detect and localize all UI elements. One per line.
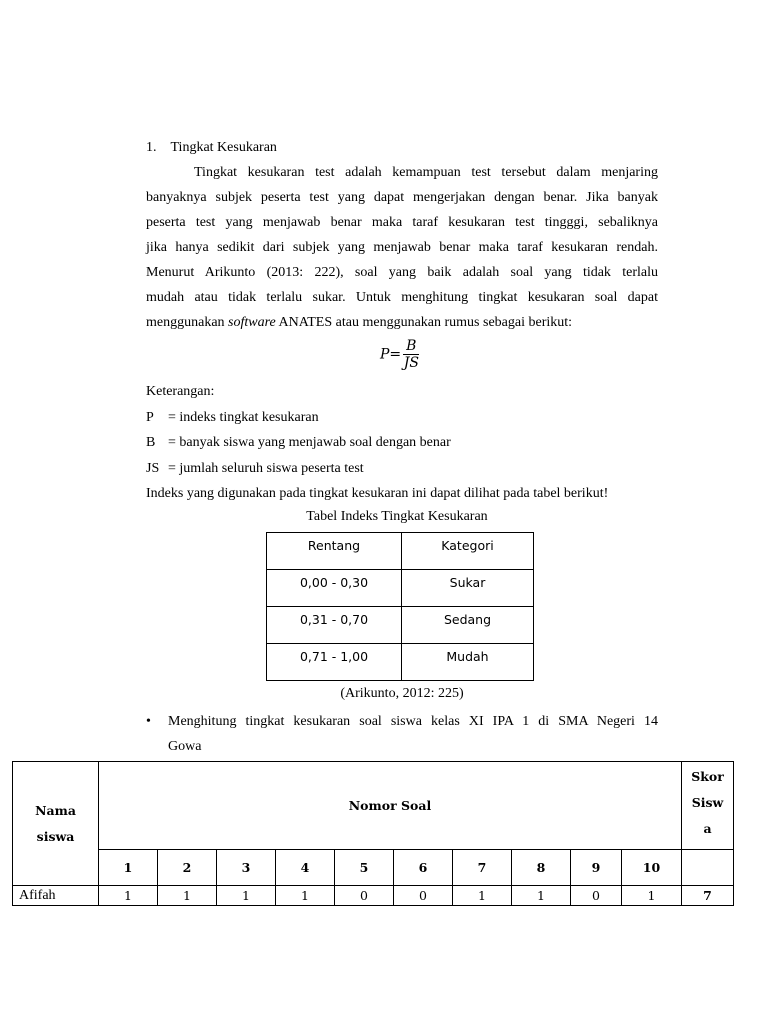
formula-numerator: B <box>403 338 419 355</box>
score-cell: 0 <box>335 886 394 906</box>
difficulty-formula <box>380 338 419 371</box>
paragraph-line: peserta test yang menjawab benar maka taraf kesukaran test tingggi, sebaliknya <box>146 215 658 230</box>
score-cell: 1 <box>453 886 512 906</box>
table-row <box>267 570 534 607</box>
formula-denominator: JS <box>403 355 419 371</box>
bullet-text-line1: Menghitung tingkat kesukaran soal siswa kelas XI IPA 1 di SMA Negeri 14 <box>168 714 658 729</box>
body-paragraph <box>146 160 658 335</box>
legend-desc: = indeks tingkat kesukaran <box>168 409 319 425</box>
legend-item <box>146 405 608 431</box>
student-name-cell: Afifah <box>13 886 99 906</box>
score-cell: 1 <box>158 886 217 906</box>
question-number-cell: 2 <box>158 850 217 886</box>
score-cell: 1 <box>512 886 571 906</box>
score-cell: 0 <box>571 886 622 906</box>
table-header-row <box>267 533 534 570</box>
score-cell: 1 <box>276 886 335 906</box>
name-header-line2: siswa <box>36 828 75 844</box>
last-line-after: ANATES atau menggunakan rumus sebagai berikut: <box>275 315 573 330</box>
question-number-cell: 10 <box>622 850 682 886</box>
paragraph-line: jika hanya sedikit dari subjek yang menjawab benar maka taraf kesukaran rendah. <box>146 240 658 255</box>
table-cell: Sukar <box>402 570 534 607</box>
skor-header-line1: Skor <box>691 769 724 784</box>
table-row <box>13 886 734 906</box>
score-cell: 1 <box>622 886 682 906</box>
section-heading <box>146 135 277 160</box>
table-cell: 0,31 - 0,70 <box>267 607 402 644</box>
table-cell: 0,71 - 1,00 <box>267 644 402 681</box>
question-number-cell: 7 <box>453 850 512 886</box>
heading-title: Tingkat Kesukaran <box>170 140 277 155</box>
legend-desc: = jumlah seluruh siswa peserta test <box>168 460 364 476</box>
legend-item <box>146 456 608 482</box>
legend-desc: = banyak siswa yang menjawab soal dengan benar <box>168 435 451 450</box>
soal-header-cell: Nomor Soal <box>99 762 682 850</box>
legend-symbol: P <box>146 409 154 425</box>
paragraph-line: mudah atau tidak terlalu sukar. Untuk menghitung tingkat kesukaran soal dapat <box>146 290 658 305</box>
table1-caption: Tabel Indeks Tingkat Kesukaran <box>306 509 488 524</box>
question-number-cell: 4 <box>276 850 335 886</box>
question-number-cell: 5 <box>335 850 394 886</box>
table-row <box>267 644 534 681</box>
question-number-cell: 3 <box>217 850 276 886</box>
name-header-line1: Nama <box>35 802 76 818</box>
paragraph-line: Tingkat kesukaran test adalah kemampuan test tersebut dalam menjaring <box>194 165 658 180</box>
question-number-cell: 6 <box>394 850 453 886</box>
score-cell: 1 <box>99 886 158 906</box>
legend-symbol: B <box>146 435 156 450</box>
legend-title: Keterangan: <box>146 384 215 399</box>
skor-header-cell <box>682 762 734 850</box>
last-line-italic: software <box>228 315 276 330</box>
table1-source: (Arikunto, 2012: 225) <box>340 686 464 701</box>
name-header-cell <box>13 762 99 886</box>
paragraph-line: Menurut Arikunto (2013: 222), soal yang baik adalah soal yang tidak terlalu <box>146 265 658 280</box>
score-cell: 1 <box>217 886 276 906</box>
table-cell: Sedang <box>402 607 534 644</box>
legend-closing: Indeks yang digunakan pada tingkat kesukaran ini dapat dilihat pada tabel berikut! <box>146 486 609 501</box>
skor-header-line3: a <box>703 821 712 836</box>
question-number-cell: 1 <box>99 850 158 886</box>
empty-skor-cell <box>682 850 734 886</box>
score-cell: 0 <box>394 886 453 906</box>
formula-equals: = <box>389 346 402 363</box>
bullet-dot-icon: • <box>146 714 151 729</box>
legend-item <box>146 430 608 456</box>
table-cell: Mudah <box>402 644 534 681</box>
legend-symbol: JS <box>146 460 160 476</box>
student-score-table <box>12 761 734 906</box>
table2-number-row <box>13 850 734 886</box>
legend-block <box>146 379 608 507</box>
formula-fraction <box>403 338 419 371</box>
table-row <box>267 607 534 644</box>
paragraph-line: banyaknya subjek peserta test yang dapat mengerjakan dengan benar. Jika banyak <box>146 190 658 205</box>
table-header-cell: Rentang <box>267 533 402 570</box>
paragraph-last-line <box>146 310 658 335</box>
last-line-before: menggunakan <box>146 315 229 330</box>
bullet-text-line2: Gowa <box>168 739 202 754</box>
difficulty-index-table <box>266 532 534 681</box>
question-number-cell: 9 <box>571 850 622 886</box>
skor-header-line2: Sisw <box>691 795 724 810</box>
question-number-cell: 8 <box>512 850 571 886</box>
formula-lhs: P <box>380 346 390 363</box>
table-cell: 0,00 - 0,30 <box>267 570 402 607</box>
table2-header-row <box>13 762 734 850</box>
total-score-cell: 7 <box>682 886 734 906</box>
table-header-cell: Kategori <box>402 533 534 570</box>
heading-number: 1. <box>146 140 157 155</box>
